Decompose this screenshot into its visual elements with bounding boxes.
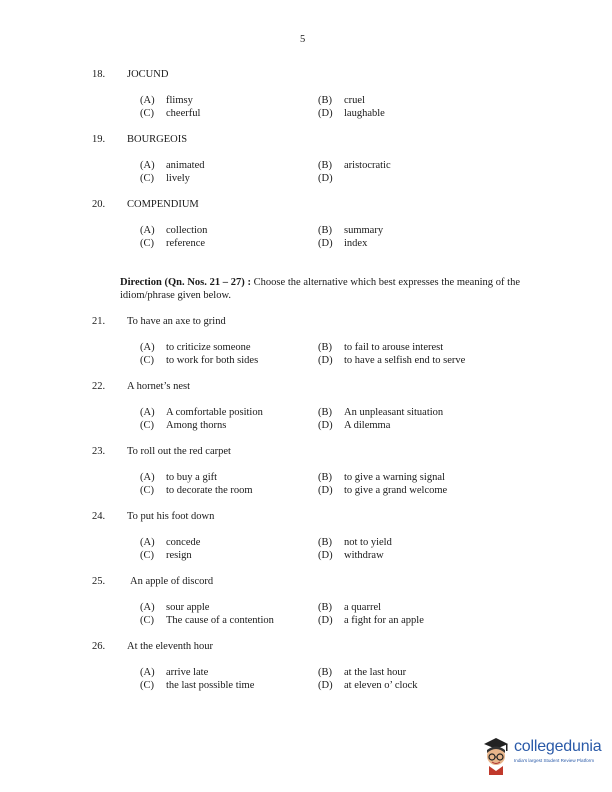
option-d: (D) A dilemma: [318, 420, 391, 431]
option-c: (C) resign: [140, 550, 192, 561]
question-text: An apple of discord: [130, 576, 214, 587]
question-number: 20.: [92, 199, 106, 210]
option-a: (A) arrive late: [140, 667, 209, 678]
question-text: COMPENDIUM: [127, 199, 199, 210]
page-number: 5: [300, 34, 306, 45]
logo-tagline: India's largest Student Review Platform: [514, 758, 595, 763]
option-a: (A) A comfortable position: [140, 407, 263, 418]
option-d: (D) at eleven o’ clock: [318, 680, 418, 691]
option-d: (D) a fight for an apple: [318, 615, 424, 626]
question-text: To have an axe to grind: [127, 316, 226, 327]
collegedunia-logo: [480, 735, 600, 775]
direction-label: Direction (Qn. Nos. 21 – 27) :: [120, 277, 251, 288]
question-number: 21.: [92, 316, 106, 327]
option-b: (B) summary: [318, 225, 384, 236]
option-b: (B) aristocratic: [318, 160, 391, 171]
option-d: (D) to have a selfish end to serve: [318, 355, 466, 366]
question-number: 25.: [92, 576, 106, 587]
question-number: 23.: [92, 446, 106, 457]
question-number: 19.: [92, 134, 106, 145]
option-b: (B) to give a warning signal: [318, 472, 445, 483]
option-a: (A) sour apple: [140, 602, 210, 613]
option-c: (C) to work for both sides: [140, 355, 259, 366]
direction-instructions: [120, 276, 520, 302]
option-a: (A) concede: [140, 537, 201, 548]
option-d: (D) withdraw: [318, 550, 384, 561]
option-b: (B) cruel: [318, 95, 365, 106]
option-b: (B) An unpleasant situation: [318, 407, 444, 418]
option-a: (A) collection: [140, 225, 208, 236]
question-text: JOCUND: [127, 69, 169, 80]
question-number: 26.: [92, 641, 106, 652]
mascot-icon: [480, 735, 512, 775]
question-number: 24.: [92, 511, 106, 522]
question-text: At the eleventh hour: [127, 641, 214, 652]
option-d: (D): [318, 173, 333, 184]
option-d: (D) index: [318, 238, 368, 249]
option-c: (C) the last possible time: [140, 680, 255, 691]
question-text: To roll out the red carpet: [127, 446, 231, 457]
question-number: 22.: [92, 381, 106, 392]
option-c: (C) The cause of a contention: [140, 615, 274, 626]
option-c: (C) cheerful: [140, 108, 201, 119]
option-b: (B) at the last hour: [318, 667, 407, 678]
option-d: (D) laughable: [318, 108, 385, 119]
question-text: BOURGEOIS: [127, 134, 188, 145]
option-c: (C) to decorate the room: [140, 485, 253, 496]
option-b: (B) a quarrel: [318, 602, 382, 613]
option-c: (C) Among thorns: [140, 420, 227, 431]
option-d: (D) to give a grand welcome: [318, 485, 448, 496]
question-number: 18.: [92, 69, 106, 80]
direction-text: Choose the alternative which best expresses the meaning of the idiom/phrase given below.: [120, 277, 520, 301]
logo-wordmark: collegedunia: [514, 738, 602, 755]
option-c: (C) reference: [140, 238, 206, 249]
option-b: (B) to fail to arouse interest: [318, 342, 444, 353]
option-a: (A) to criticize someone: [140, 342, 251, 353]
option-a: (A) flimsy: [140, 95, 193, 106]
option-a: (A) to buy a gift: [140, 472, 218, 483]
question-text: To put his foot down: [127, 511, 215, 522]
option-b: (B) not to yield: [318, 537, 392, 548]
option-c: (C) lively: [140, 173, 190, 184]
question-text: A hornet’s nest: [127, 381, 190, 392]
option-a: (A) animated: [140, 160, 205, 171]
